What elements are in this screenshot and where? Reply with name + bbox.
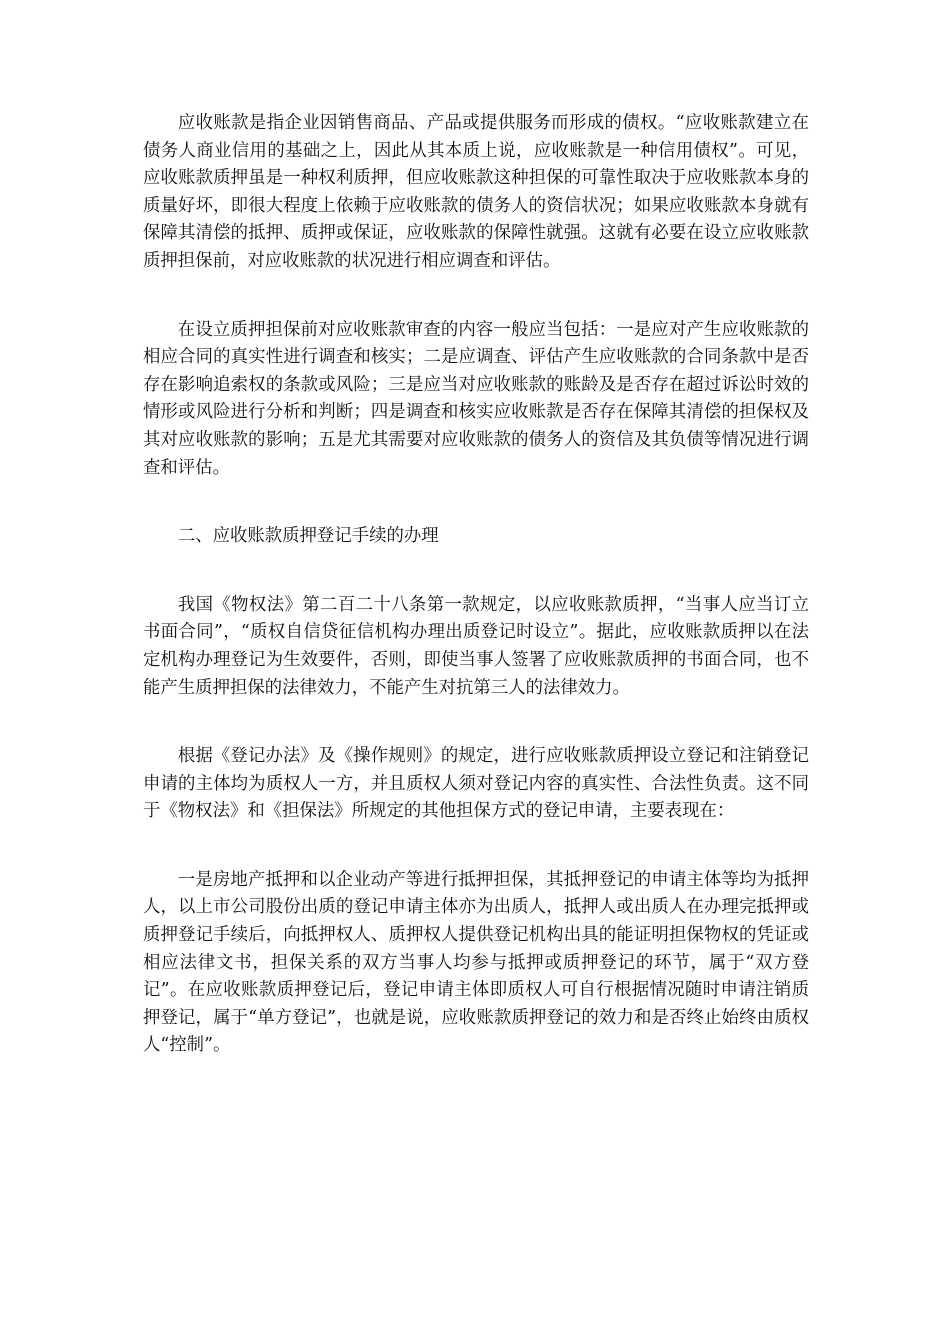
paragraph-registration-rules: 根据《登记办法》及《操作规则》的规定，进行应收账款质押设立登记和注销登记申请的主体均为质权人一方，并且质权人须对登记内容的真实性、合法性负责。这不同于《物权法》和《担保法》所规定的其他担保方式的登记申请，主要表现在： (143, 746, 809, 822)
paragraph-spacer (143, 551, 809, 592)
paragraph-receivables-definition: 应收账款是指企业因销售商品、产品或提供服务而形成的债权。“应收账款建立在债务人商业信用的基础之上，因此从其本质上说，应收账款是一种信用债权”。可见，应收账款质押虽是一种权利质押，但应收账款这种担保的可靠性取决于应收账款本身的质量好坏，即很大程度上依赖于应收账款的债务人的资信状况；如果应收账款本身就有保障其清偿的抵押、质押或保证，应收账款的保障性就强。这就有必要在设立应收账款质押担保前，对应收账款的状况进行相应调查和评估。 (143, 113, 809, 271)
paragraph-review-content: 在设立质押担保前对应收账款审查的内容一般应当包括：一是应对产生应收账款的相应合同的真实性进行调查和核实；二是应调查、评估产生应收账款的合同条款中是否存在影响追索权的条款或风险；三是应当对应收账款的账龄及是否存在超过诉讼时效的情形或风险进行分析和判断；四是调查和核实应收账款是否存在保障其清偿的担保权及其对应收账款的影响；五是尤其需要对应收账款的债务人的资信及其负债等情况进行调查和评估。 (143, 319, 809, 478)
paragraph-spacer (143, 702, 809, 743)
document-page (143, 110, 809, 1060)
paragraph-spacer (143, 276, 809, 317)
paragraph-spacer (143, 482, 809, 523)
paragraph-property-law: 我国《物权法》第二百二十八条第一款规定，以应收账款质押，“当事人应当订立书面合同”，“质权自信贷征信机构办理出质登记时设立”。据此，应收账款质押以在法定机构办理登记为生效要件，否则，即使当事人签署了应收账款质押的书面合同，也不能产生质押担保的法律效力，不能产生对抗第三人的法律效力。 (143, 594, 809, 698)
section-heading: 二、应收账款质押登记手续的办理 (177, 526, 439, 547)
paragraph-registration-difference: 一是房地产抵押和以企业动产等进行抵押担保，其抵押登记的申请主体等均为抵押人，以上市公司股份出质的登记申请主体亦为出质人，抵押人或出质人在办理完抵押或质押登记手续后，向抵押权人、质押权人提供登记机构出具的能证明担保物权的凭证或相应法律文书，担保关系的双方当事人均参与抵押或质押登记的环节，属于“双方登记”。在应收账款质押登记后，登记申请主体即质权人可自行根据情况随时申请注销质押登记，属于“单方登记”，也就是说，应收账款质押登记的效力和是否终止始终由质权人“控制”。 (143, 869, 809, 1056)
paragraph-spacer (143, 826, 809, 867)
